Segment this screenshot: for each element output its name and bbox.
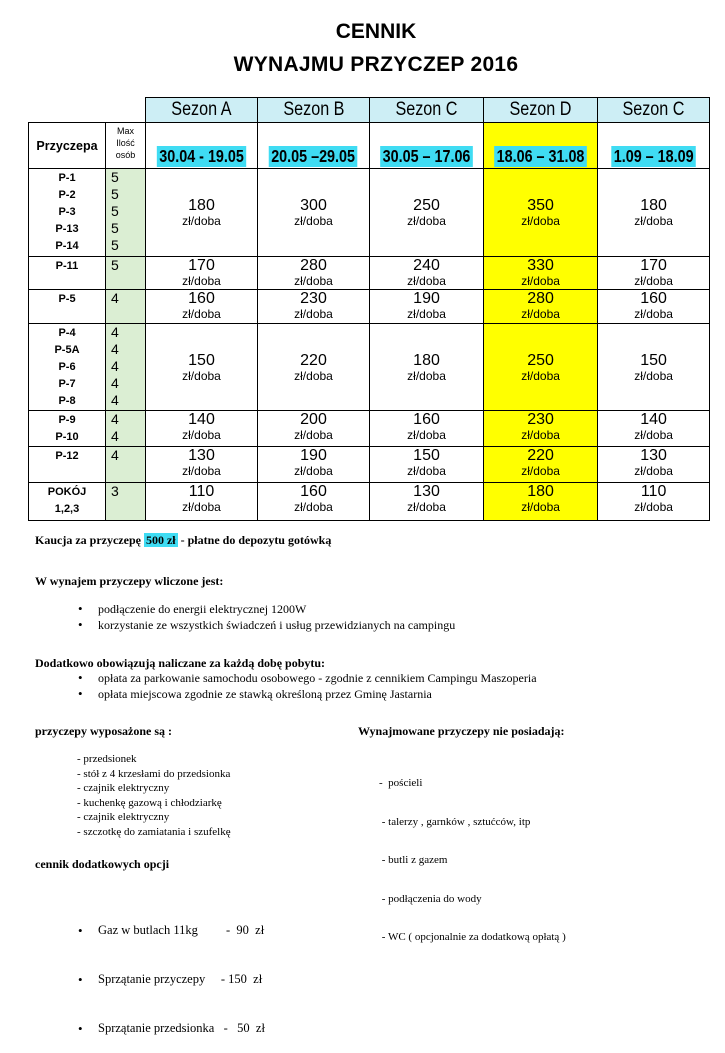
list-item: • Sprzątanie przyczepy - 150 zł (76, 970, 265, 989)
trailer-names (29, 411, 106, 447)
max-persons: 4 (106, 290, 146, 324)
list-item: - czajnik elektryczny (77, 811, 170, 823)
price-unit: zł/doba (294, 368, 333, 383)
price-cell (484, 257, 598, 290)
price-unit: zł/doba (521, 274, 560, 288)
price-cell (370, 257, 484, 290)
price-cell (598, 257, 710, 290)
price-cell (370, 447, 484, 483)
price-unit: zł/doba (182, 214, 221, 228)
price-cell (598, 324, 710, 411)
extra-charges-heading: Dodatkowo obowiązują naliczane za każdą dobę pobytu: (35, 656, 326, 670)
trailer-id: P-5 (58, 293, 76, 305)
table-row (29, 411, 710, 447)
price-unit: zł/doba (521, 464, 560, 478)
page-subtitle: WYNAJMU PRZYCZEP 2016 (233, 53, 519, 76)
price-cell (146, 411, 258, 447)
price-unit: zł/doba (521, 214, 560, 228)
price-cell (370, 324, 484, 411)
deposit-note: Kaucja za przyczepę 500 zł - płatne do depozytu gotówką (35, 533, 332, 547)
price-cell (258, 169, 370, 257)
table-row (29, 324, 710, 411)
price-unit: zł/doba (634, 428, 673, 442)
price-cell (146, 447, 258, 483)
price-unit: zł/doba (634, 214, 673, 228)
price-unit: zł/doba (294, 428, 333, 442)
price-value: 300 (300, 197, 327, 214)
price-unit: zł/doba (182, 307, 221, 321)
price-value: 170 (188, 257, 215, 274)
price-cell (598, 483, 710, 521)
trailer-id: 1,2,3 (54, 503, 80, 515)
table-row (29, 169, 710, 257)
price-value: 160 (188, 290, 215, 307)
price-cell (370, 290, 484, 324)
price-value: 160 (300, 483, 327, 500)
price-value: 280 (300, 257, 327, 274)
price-unit: zł/doba (407, 214, 446, 228)
options-list (76, 891, 265, 1053)
list-item: - stół z 4 krzesłami do przedsionka (77, 767, 231, 780)
list-item: - podłączenia do wody (379, 892, 482, 905)
price-value: 160 (640, 290, 667, 307)
trailer-id: P-8 (58, 395, 76, 407)
table-row (29, 290, 710, 324)
list-item: - kuchenkę gazową i chłodziarkę (77, 796, 222, 809)
price-unit: zł/doba (407, 274, 446, 288)
equipped-list (77, 752, 231, 839)
price-value: 330 (527, 257, 554, 274)
price-cell (146, 324, 258, 411)
price-unit: zł/doba (634, 274, 673, 288)
season-dates-cell (484, 123, 598, 169)
max-persons: 4 4 4 4 4 (106, 324, 146, 411)
price-unit: zł/doba (634, 307, 673, 321)
price-value: 190 (300, 447, 327, 464)
price-unit: zł/doba (634, 368, 673, 383)
trailer-id: P-11 (55, 260, 79, 272)
trailer-id: P-12 (55, 450, 79, 462)
list-item: • opłata za parkowanie samochodu osobowego - zgodnie z cennikiem Campingu Maszoperia (76, 670, 537, 686)
list-item: • Sprzątanie przedsionka - 50 zł (76, 1019, 265, 1038)
price-unit: zł/doba (521, 307, 560, 321)
price-cell (484, 290, 598, 324)
table-row (29, 257, 710, 290)
price-value: 250 (527, 351, 554, 369)
season-dates: 30.05 – 17.06 (380, 146, 473, 167)
included-heading: W wynajem przyczepy wliczone jest: (35, 574, 224, 588)
price-cell (258, 447, 370, 483)
price-value: 250 (413, 197, 440, 214)
options-heading: cennik dodatkowych opcji (35, 857, 170, 871)
season-name: Sezon A (146, 98, 258, 123)
equipped-heading: przyczepy wyposażone są : (35, 724, 172, 738)
price-unit: zł/doba (407, 307, 446, 321)
season-name: Sezon D (484, 98, 598, 123)
trailer-id: P-4 (58, 327, 76, 339)
max-persons: 4 4 (106, 411, 146, 447)
list-item: - szczotkę do zamiatania i szufelkę (77, 825, 231, 838)
column-header-przyczepa: Przyczepa (29, 123, 106, 169)
dates-header-row (29, 123, 710, 169)
price-value: 110 (640, 483, 667, 500)
price-cell (258, 411, 370, 447)
season-dates-cell (598, 123, 710, 169)
deposit-amount: 500 zł (145, 533, 176, 547)
column-header-max-persons: Max Ilość osób (106, 123, 146, 169)
trailer-id: P-3 (58, 206, 76, 218)
season-dates: 30.04 - 19.05 (157, 146, 246, 167)
max-persons: 5 5 5 5 5 (106, 169, 146, 257)
price-cell (598, 290, 710, 324)
price-cell (370, 411, 484, 447)
price-value: 170 (640, 257, 667, 274)
price-value: 200 (300, 411, 327, 428)
trailer-names (29, 290, 106, 324)
trailer-id: P-2 (58, 189, 76, 201)
price-value: 350 (527, 197, 554, 214)
price-value: 110 (188, 483, 215, 500)
price-value: 180 (188, 197, 215, 214)
price-unit: zł/doba (521, 428, 560, 442)
season-dates: 18.06 – 31.08 (494, 146, 587, 167)
max-persons: 3 (106, 483, 146, 521)
not-included-list (379, 752, 566, 957)
max-persons: 5 (106, 257, 146, 290)
price-cell (598, 411, 710, 447)
trailer-names (29, 447, 106, 483)
price-cell (258, 257, 370, 290)
trailer-id: POKÓJ (47, 486, 87, 498)
price-value: 230 (527, 411, 554, 428)
price-cell (598, 169, 710, 257)
list-item: • Gaz w butlach 11kg - 90 zł (76, 921, 265, 940)
price-unit: zł/doba (294, 274, 333, 288)
price-unit: zł/doba (182, 274, 221, 288)
price-unit: zł/doba (634, 500, 673, 514)
season-name: Sezon C (598, 98, 710, 123)
season-dates-cell (258, 123, 370, 169)
trailer-names (29, 324, 106, 411)
price-cell (146, 257, 258, 290)
trailer-names (29, 257, 106, 290)
trailer-id: P-6 (58, 361, 76, 373)
price-value: 130 (188, 447, 215, 464)
price-value: 230 (300, 290, 327, 307)
season-name: Sezon B (258, 98, 370, 123)
included-list (76, 601, 455, 633)
season-name: Sezon C (370, 98, 484, 123)
list-item: • podłączenie do energii elektrycznej 1200W (76, 601, 455, 617)
price-value: 220 (300, 351, 327, 369)
price-unit: zł/doba (407, 464, 446, 478)
trailer-id: P-7 (58, 378, 76, 390)
price-unit: zł/doba (407, 428, 446, 442)
table-row (29, 483, 710, 521)
price-value: 130 (413, 483, 440, 500)
price-cell (258, 324, 370, 411)
price-value: 190 (413, 290, 440, 307)
price-cell (146, 483, 258, 521)
price-unit: zł/doba (182, 464, 221, 478)
list-item: - pościeli (379, 777, 423, 789)
extra-charges-list (76, 670, 537, 702)
price-value: 140 (188, 411, 215, 428)
list-item: • opłata miejscowa zgodnie ze stawką określoną przez Gminę Jastarnia (76, 686, 537, 702)
price-cell (146, 290, 258, 324)
price-unit: zł/doba (634, 464, 673, 478)
not-included-heading: Wynajmowane przyczepy nie posiadają: (358, 724, 565, 738)
list-item: - przedsionek (77, 753, 137, 765)
price-cell (484, 411, 598, 447)
price-unit: zł/doba (294, 307, 333, 321)
list-item: • korzystanie ze wszystkich świadczeń i usług przewidzianych na campingu (76, 617, 455, 633)
season-dates: 1.09 – 18.09 (611, 146, 696, 167)
price-value: 130 (640, 447, 667, 464)
price-value: 150 (640, 351, 667, 369)
price-value: 150 (188, 351, 215, 369)
price-value: 280 (527, 290, 554, 307)
price-unit: zł/doba (182, 368, 221, 383)
price-value: 240 (413, 257, 440, 274)
list-item: - talerzy , garnków , sztućców, itp (379, 815, 531, 828)
price-value: 180 (527, 483, 554, 500)
price-unit: zł/doba (521, 500, 560, 514)
list-item: - czajnik elektryczny (77, 782, 170, 794)
list-item: - butli z gazem (379, 854, 448, 866)
price-cell (258, 483, 370, 521)
price-cell (484, 169, 598, 257)
price-value: 220 (527, 447, 554, 464)
trailer-names (29, 483, 106, 521)
blank-cell (29, 98, 146, 123)
price-unit: zł/doba (407, 368, 446, 383)
price-unit: zł/doba (182, 428, 221, 442)
price-value: 140 (640, 411, 667, 428)
trailer-id: P-5A (54, 344, 80, 356)
price-unit: zł/doba (294, 214, 333, 228)
table-row (29, 447, 710, 483)
price-cell (370, 169, 484, 257)
trailer-id: P-1 (58, 172, 76, 184)
trailer-names (29, 169, 106, 257)
max-persons: 4 (106, 447, 146, 483)
trailer-id: P-14 (55, 240, 79, 252)
price-unit: zł/doba (182, 500, 221, 514)
list-item: - WC ( opcjonalnie za dodatkową opłatą ) (379, 931, 566, 943)
price-cell (598, 447, 710, 483)
price-table (28, 97, 710, 521)
price-value: 180 (413, 351, 440, 369)
season-dates-cell (370, 123, 484, 169)
trailer-id: P-13 (55, 223, 79, 235)
price-cell (484, 483, 598, 521)
season-header-row (29, 98, 710, 123)
trailer-id: P-9 (58, 414, 76, 426)
price-cell (484, 324, 598, 411)
price-unit: zł/doba (407, 500, 446, 514)
price-cell (484, 447, 598, 483)
trailer-id: P-10 (55, 431, 79, 443)
season-dates: 20.05 –29.05 (269, 146, 358, 167)
page-title: CENNIK (335, 20, 417, 43)
price-unit: zł/doba (521, 368, 560, 383)
price-unit: zł/doba (294, 500, 333, 514)
price-value: 150 (413, 447, 440, 464)
price-cell (370, 483, 484, 521)
price-value: 160 (413, 411, 440, 428)
season-dates-cell (146, 123, 258, 169)
price-unit: zł/doba (294, 464, 333, 478)
price-value: 180 (640, 197, 667, 214)
price-cell (258, 290, 370, 324)
price-cell (146, 169, 258, 257)
